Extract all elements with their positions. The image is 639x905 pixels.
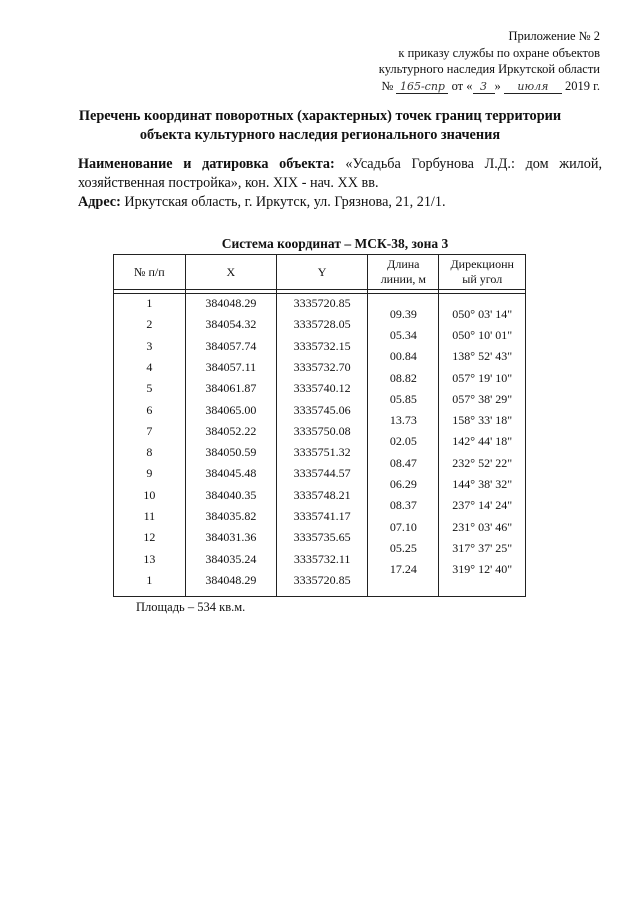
x-coordinate: 384065.00 (205, 402, 257, 417)
length-column (368, 294, 438, 596)
point-number: 11 (143, 509, 156, 523)
object-name-label: Наименование и датировка объекта: (78, 156, 335, 172)
x-coordinate: 384045.48 (205, 466, 257, 481)
y-coordinate: 3335751.32 (293, 445, 351, 460)
order-year: 2019 г. (565, 78, 600, 93)
segment-angle: 237° 14' 24" (452, 498, 513, 513)
order-num-prefix: № (381, 78, 394, 93)
y-coordinate: 3335720.85 (293, 296, 351, 310)
y-coordinate: 3335748.21 (293, 487, 351, 502)
header-length-line-1: Длина (387, 257, 420, 271)
segment-length: 05.25 (389, 540, 417, 555)
segment-angle: 317° 37' 25" (452, 540, 513, 555)
point-number: 10 (143, 487, 156, 502)
segment-length: 05.85 (389, 391, 417, 406)
point-number: 6 (146, 402, 153, 417)
y-coordinate: 3335740.12 (293, 381, 351, 396)
x-coordinate-column (186, 294, 276, 596)
segment-length: 09.39 (389, 306, 417, 321)
table-header-row (114, 255, 526, 290)
point-number: 2 (146, 317, 153, 332)
appendix-line-3: культурного наследия Иркутской области (378, 62, 600, 77)
y-coordinate: 3335750.08 (293, 423, 351, 438)
y-coordinate: 3335735.65 (293, 530, 351, 545)
segment-length: 13.73 (389, 413, 417, 428)
x-coordinate: 384050.59 (205, 445, 257, 460)
order-number-line (379, 78, 600, 95)
x-coordinate: 384048.29 (205, 296, 257, 310)
x-coordinate: 384057.11 (205, 359, 257, 374)
x-coordinate: 384057.74 (205, 338, 257, 353)
header-x: X (185, 255, 276, 290)
segment-angle: 050° 10' 01" (452, 327, 513, 342)
y-coordinate: 3335744.57 (293, 466, 351, 481)
header-num: № п/п (114, 255, 186, 290)
segment-angle: 050° 03' 14" (452, 306, 513, 321)
order-day-close: » (494, 78, 501, 93)
x-coordinate: 384048.29 (205, 572, 257, 587)
order-day-handwritten: 3 (473, 80, 495, 94)
segment-angle: 142° 44' 18" (452, 434, 513, 449)
segment-angle: 231° 03' 46" (452, 519, 513, 534)
point-number: 12 (143, 530, 156, 545)
segment-angle: 057° 38' 29" (452, 391, 513, 406)
x-coordinate: 384054.32 (205, 317, 257, 332)
y-coordinate: 3335732.70 (293, 359, 351, 374)
header-angle (439, 255, 526, 290)
segment-length: 08.47 (389, 455, 417, 470)
segment-length: 08.37 (389, 498, 417, 513)
appendix-line-2: к приказу службы по охране объектов (398, 45, 600, 60)
order-month-handwritten: июля (504, 80, 562, 94)
coordinates-table (113, 254, 526, 597)
order-number-handwritten: 165-спр (396, 80, 448, 94)
y-coordinate: 3335720.85 (293, 572, 351, 587)
segment-length: 02.05 (389, 434, 417, 449)
y-coordinate: 3335728.05 (293, 317, 351, 332)
object-name-value: «Усадьба Горбунова Л.Д.: дом жилой, хозяйственная постройка», кон. XIX - нач. XX вв. (78, 156, 602, 191)
segment-length: 00.84 (389, 349, 417, 364)
x-coordinate: 384040.35 (205, 487, 257, 502)
segment-angle: 319° 12' 40" (452, 562, 513, 577)
point-number: 1 (146, 572, 153, 587)
segment-length: 17.24 (389, 562, 417, 577)
header-y: Y (276, 255, 367, 290)
point-number-column (114, 294, 185, 596)
document-title (30, 107, 610, 145)
y-coordinate: 3335732.11 (293, 551, 351, 566)
appendix-block (379, 28, 600, 94)
y-coordinate: 3335732.15 (293, 338, 351, 353)
point-number: 8 (146, 445, 153, 460)
point-number: 5 (146, 381, 153, 396)
object-address-paragraph (78, 193, 602, 212)
address-value: Иркутская область, г. Иркутск, ул. Грязнова, 21, 21/1. (124, 194, 446, 210)
segment-angle: 232° 52' 22" (452, 455, 513, 470)
title-line-1: Перечень координат поворотных (характерных) точек границ территории (78, 108, 562, 124)
point-number: 9 (146, 466, 153, 481)
title-line-2: объекта культурного наследия регионального значения (139, 127, 501, 143)
point-number: 13 (143, 551, 156, 566)
point-number: 3 (146, 338, 153, 353)
segment-length: 06.29 (389, 477, 417, 492)
point-number: 4 (146, 359, 153, 374)
address-label: Адрес: (78, 194, 121, 210)
segment-length: 05.34 (389, 327, 417, 342)
point-number: 1 (146, 296, 153, 310)
angle-column (439, 294, 525, 596)
header-angle-line-1: Дирекционн (450, 257, 514, 271)
segment-angle: 158° 33' 18" (452, 413, 513, 428)
y-coordinate: 3335741.17 (293, 509, 351, 523)
header-length-line-2: линии, м (380, 272, 426, 286)
area-total: Площадь – 534 кв.м. (136, 600, 246, 614)
order-from-label: от « (451, 78, 473, 93)
x-coordinate: 384061.87 (205, 381, 257, 396)
segment-angle: 057° 19' 10" (452, 370, 513, 385)
x-coordinate: 384052.22 (205, 423, 257, 438)
segment-angle: 138° 52' 43" (452, 349, 513, 364)
segment-angle: 144° 38' 32" (452, 477, 513, 492)
y-coordinate: 3335745.06 (293, 402, 351, 417)
table-body-row (114, 294, 526, 597)
x-coordinate: 384031.36 (205, 530, 257, 545)
header-angle-line-2: ый угол (462, 272, 503, 286)
object-description (78, 155, 602, 212)
coordinate-system-title: Система координат – МСК-38, зона 3 (221, 236, 449, 251)
point-number: 7 (146, 423, 153, 438)
object-name-paragraph (78, 155, 602, 193)
header-length (368, 255, 439, 290)
x-coordinate: 384035.24 (205, 551, 257, 566)
segment-length: 07.10 (389, 519, 417, 534)
segment-length: 08.82 (389, 370, 417, 385)
appendix-line-1: Приложение № 2 (508, 29, 600, 43)
y-coordinate-column (277, 294, 367, 596)
x-coordinate: 384035.82 (205, 509, 257, 523)
